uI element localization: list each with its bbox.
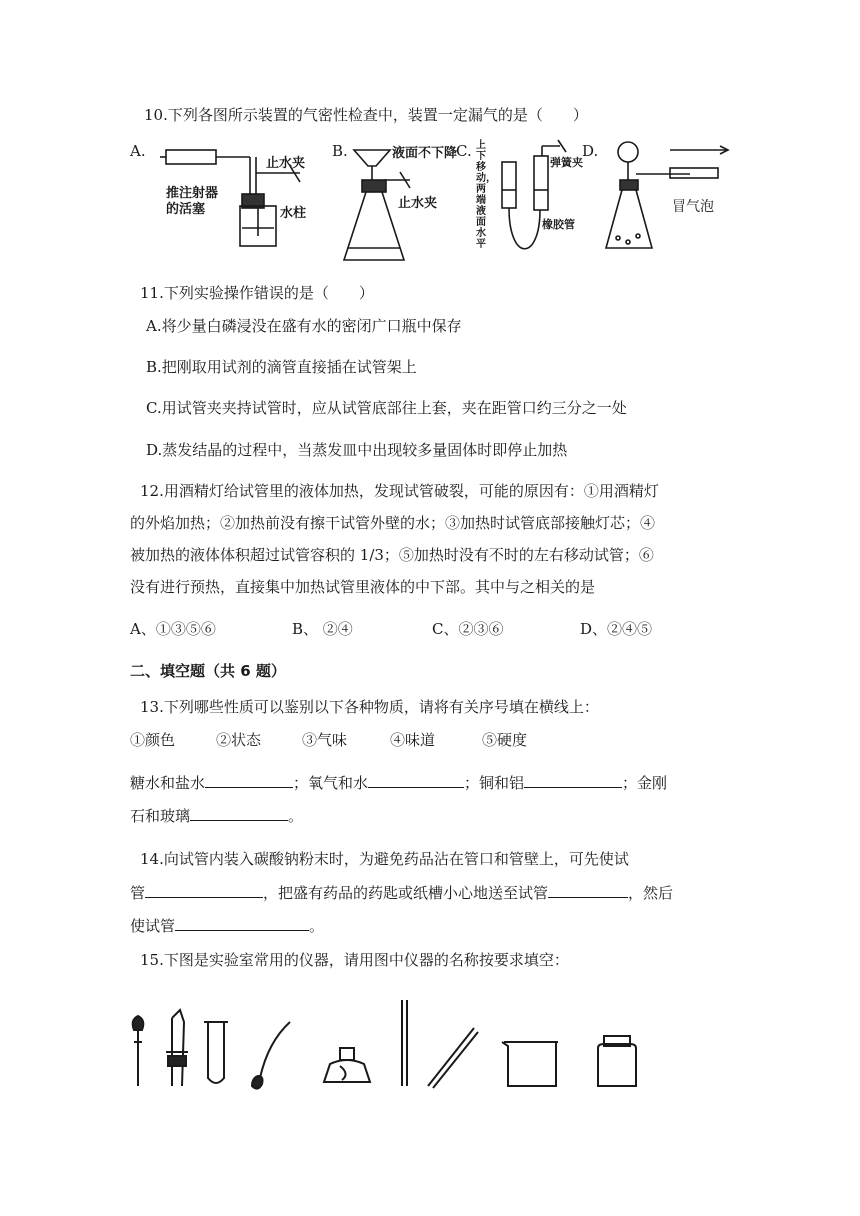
fig-c-label-tube: 橡胶管 [542,218,575,231]
q14-line-3 [130,915,324,936]
q10-option-c: C. [456,142,472,160]
q12-line-1: 12.用酒精灯给试管里的液体加热，发现试管破裂，可能的原因有：①用酒精灯 [140,482,659,500]
q13-part-4: ；金刚 [622,774,668,792]
q13-fill-line-1 [130,772,667,793]
glass-rod-icon [402,1000,407,1086]
fig-a-label-piston: 的活塞 [166,202,206,217]
q13-prop-3: ③气味 [302,731,348,749]
wide-mouth-bottle-icon [598,1036,636,1086]
q13-blank-2[interactable] [368,772,464,788]
tweezers-icon [428,1028,478,1088]
figure-d-flask-bubbles [606,142,728,248]
q14-part-1: 管 [130,884,146,902]
beaker-icon [502,1042,558,1086]
q14-line-2 [130,882,673,903]
q13-prop-4: ④味道 [390,731,436,749]
q12-line-2: 的外焰加热；②加热前没有擦干试管外壁的水；③加热时试管底部接触灯芯；④ [130,514,656,532]
q15-instruments-drawing [128,982,640,1098]
q13-prop-5: ⑤硬度 [482,731,528,749]
q13-blank-3[interactable] [524,772,622,788]
q13-prop-2: ②状态 [216,731,262,749]
fig-d-label-bubble: 冒气泡 [672,199,714,215]
q10-apparatus-figure [130,136,730,272]
q13-stem: 13.下列哪些性质可以鉴别以下各种物质，请将有关序号填在横线上： [140,698,599,716]
q13-end: 。 [288,807,304,825]
q14-part-2: ，把盛有药品的药匙或纸槽小心地送至试管 [263,884,549,902]
q11-option-a: A.将少量白磷浸没在盛有水的密闭广口瓶中保存 [146,317,462,335]
medicine-spoon-icon [252,1022,290,1089]
q15-stem: 15.下图是实验室常用的仪器，请用图中仪器的名称按要求填空： [140,951,569,969]
q13-part-3: ；铜和铝 [464,774,525,792]
q14-part-4: 使试管 [130,917,176,935]
q10-option-a: A. [130,142,146,160]
q11-stem: 11.下列实验操作错误的是（ ） [140,284,374,302]
alcohol-lamp-icon [324,1048,370,1082]
q12-line-3: 被加热的液体体积超过试管容积的 1/3；⑤加热时没有不时的左右移动试管；⑥ [130,546,654,564]
q14-blank-2[interactable] [548,882,628,898]
q15-instruments-figure [128,982,640,1098]
fig-a-label-syringe: 推注射器 [166,186,219,201]
test-tube-holder-icon [166,1010,188,1086]
fig-b-label-top: 液面不下降 [392,146,458,161]
section-2-title: 二、填空题（共 6 题） [130,662,286,680]
fig-c-label-side: 上下移动，两端液面水平 [476,140,496,250]
q14-blank-1[interactable] [145,882,263,898]
q11-option-c: C.用试管夹夹持试管时，应从试管底部往上套，夹在距管口约三分之一处 [146,399,627,417]
q10-option-b: B. [332,142,348,160]
q13-blank-1[interactable] [205,772,293,788]
q14-line-1: 14.向试管内装入碳酸钠粉末时，为避免药品沾在管口和管壁上，可先使试 [140,850,629,868]
q11-option-d: D.蒸发结晶的过程中，当蒸发皿中出现较多量固体时即停止加热 [146,441,568,459]
q11-option-b: B.把刚取用试剂的滴管直接插在试管架上 [146,358,417,376]
q12-option-d: D、②④⑤ [580,620,653,638]
q13-fill-line-2 [130,805,303,826]
q13-part-1: 糖水和盐水 [130,774,206,792]
q14-end: 。 [309,917,325,935]
q10-stem: 10.下列各图所示装置的气密性检查中，装置一定漏气的是（ ） [144,106,588,124]
q12-line-4: 没有进行预热，直接集中加热试管里液体的中下部。其中与之相关的是 [130,578,596,596]
q12-option-c: C、②③⑥ [432,620,504,638]
fig-a-label-clamp: 止水夹 [266,156,306,171]
test-tube-icon [204,1022,228,1083]
q12-option-b: B、 ②④ [292,620,353,638]
dropper-icon [133,1016,144,1086]
q12-option-a: A、①③⑤⑥ [130,620,216,638]
fig-c-label-clamp: 弹簧夹 [550,156,583,169]
q14-blank-3[interactable] [175,915,309,931]
fig-a-label-water: 水柱 [280,206,307,221]
fig-b-label-clamp: 止水夹 [398,196,438,211]
q13-part-5: 石和玻璃 [130,807,191,825]
q13-prop-1: ①颜色 [130,731,176,749]
q10-option-d: D. [582,142,599,160]
q14-part-3: ，然后 [628,884,674,902]
q13-part-2: ；氧气和水 [293,774,369,792]
q13-blank-4[interactable] [190,805,288,821]
